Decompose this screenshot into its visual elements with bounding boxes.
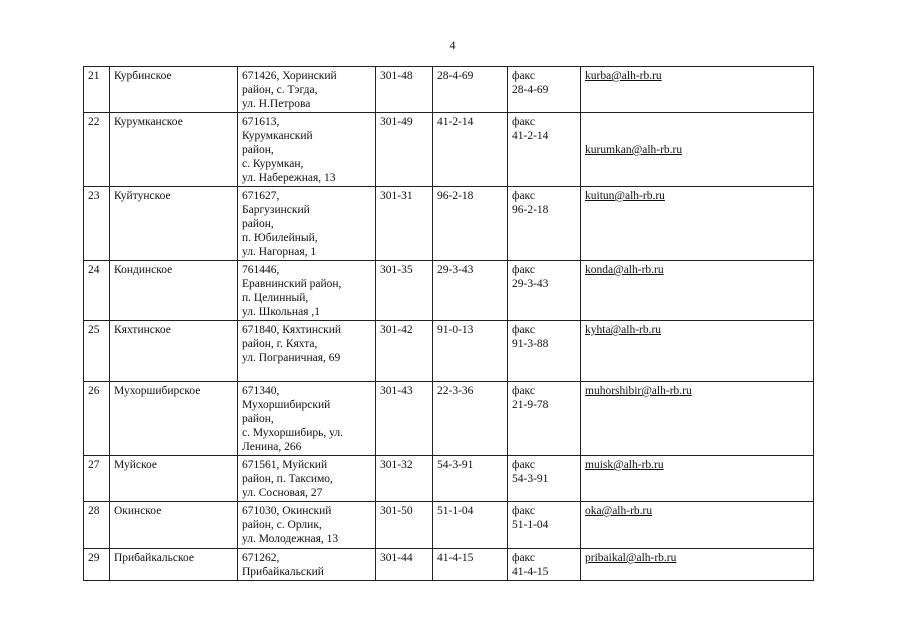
row-number: 25 [84,321,110,382]
fax: факс 41-2-14 [508,113,581,187]
phone: 28-4-69 [433,67,508,113]
email-link[interactable]: pribaikal@alh-rb.ru [585,552,677,564]
forestry-name: Муйское [110,456,238,502]
fax: факс 41-4-15 [508,549,581,581]
email-cell [581,321,814,382]
fax: факс 29-3-43 [508,261,581,321]
table-row [84,187,814,261]
address: 671561, Муйский район, п. Таксимо, ул. Сосновая, 27 [238,456,376,502]
phone: 29-3-43 [433,261,508,321]
email-cell [581,67,814,113]
row-number: 27 [84,456,110,502]
forestry-name: Куйтунское [110,187,238,261]
fax: факс 91-3-88 [508,321,581,382]
phone: 54-3-91 [433,456,508,502]
phone-code: 301-42 [376,321,433,382]
table-row [84,321,814,382]
address: 671613, Курумканский район, с. Курумкан, ул. Набережная, 13 [238,113,376,187]
email-link[interactable]: muhorshibir@alh-rb.ru [585,385,692,397]
table-row [84,261,814,321]
phone-code: 301-50 [376,502,433,549]
phone: 41-2-14 [433,113,508,187]
forestry-name: Курумканское [110,113,238,187]
forestry-name: Мухоршибирское [110,382,238,456]
phone-code: 301-49 [376,113,433,187]
phone-code: 301-44 [376,549,433,581]
phone-code: 301-35 [376,261,433,321]
phone-code: 301-32 [376,456,433,502]
table-row [84,113,814,187]
forestry-name: Окинское [110,502,238,549]
forestry-table [83,66,814,581]
email-link[interactable]: oka@alh-rb.ru [585,505,653,517]
phone: 91-0-13 [433,321,508,382]
email-cell [581,456,814,502]
fax: факс 96-2-18 [508,187,581,261]
forestry-name: Кондинское [110,261,238,321]
forestry-name: Кяхтинское [110,321,238,382]
table-row [84,549,814,581]
phone-code: 301-43 [376,382,433,456]
row-number: 23 [84,187,110,261]
phone: 41-4-15 [433,549,508,581]
email-cell [581,261,814,321]
email-link[interactable]: konda@alh-rb.ru [585,264,664,276]
phone: 51-1-04 [433,502,508,549]
address: 761446, Еравнинский район, п. Целинный, ул. Школьная ,1 [238,261,376,321]
fax: факс 28-4-69 [508,67,581,113]
address: 671340, Мухоршибирский район, с. Мухоршибирь, ул. Ленина, 266 [238,382,376,456]
fax: факс 54-3-91 [508,456,581,502]
table-row [84,456,814,502]
forestry-name: Прибайкальское [110,549,238,581]
table-row [84,382,814,456]
table-row [84,67,814,113]
forestry-name: Курбинское [110,67,238,113]
phone: 22-3-36 [433,382,508,456]
email-link[interactable]: muisk@alh-rb.ru [585,459,664,471]
email-link[interactable]: kurumkan@alh-rb.ru [585,144,683,156]
email-cell [581,113,814,187]
email-cell [581,187,814,261]
row-number: 22 [84,113,110,187]
address: 671627, Баргузинский район, п. Юбилейный, ул. Нагорная, 1 [238,187,376,261]
address: 671030, Окинский район, с. Орлик, ул. Молодежная, 13 [238,502,376,549]
row-number: 24 [84,261,110,321]
table-row [84,502,814,549]
phone-code: 301-31 [376,187,433,261]
address: 671426, Хоринский район, с. Тэгда, ул. Н.Петрова [238,67,376,113]
email-cell [581,382,814,456]
email-link[interactable]: kurba@alh-rb.ru [585,70,662,82]
email-link[interactable]: kuitun@alh-rb.ru [585,190,665,202]
email-link[interactable]: kyhta@alh-rb.ru [585,324,662,336]
phone: 96-2-18 [433,187,508,261]
row-number: 28 [84,502,110,549]
address: 671262, Прибайкальский [238,549,376,581]
fax: факс 21-9-78 [508,382,581,456]
row-number: 21 [84,67,110,113]
fax: факс 51-1-04 [508,502,581,549]
address: 671840, Кяхтинский район, г. Кяхта, ул. Пограничная, 69 [238,321,376,382]
row-number: 26 [84,382,110,456]
page-number: 4 [449,38,456,52]
email-cell [581,549,814,581]
row-number: 29 [84,549,110,581]
phone-code: 301-48 [376,67,433,113]
email-cell [581,502,814,549]
